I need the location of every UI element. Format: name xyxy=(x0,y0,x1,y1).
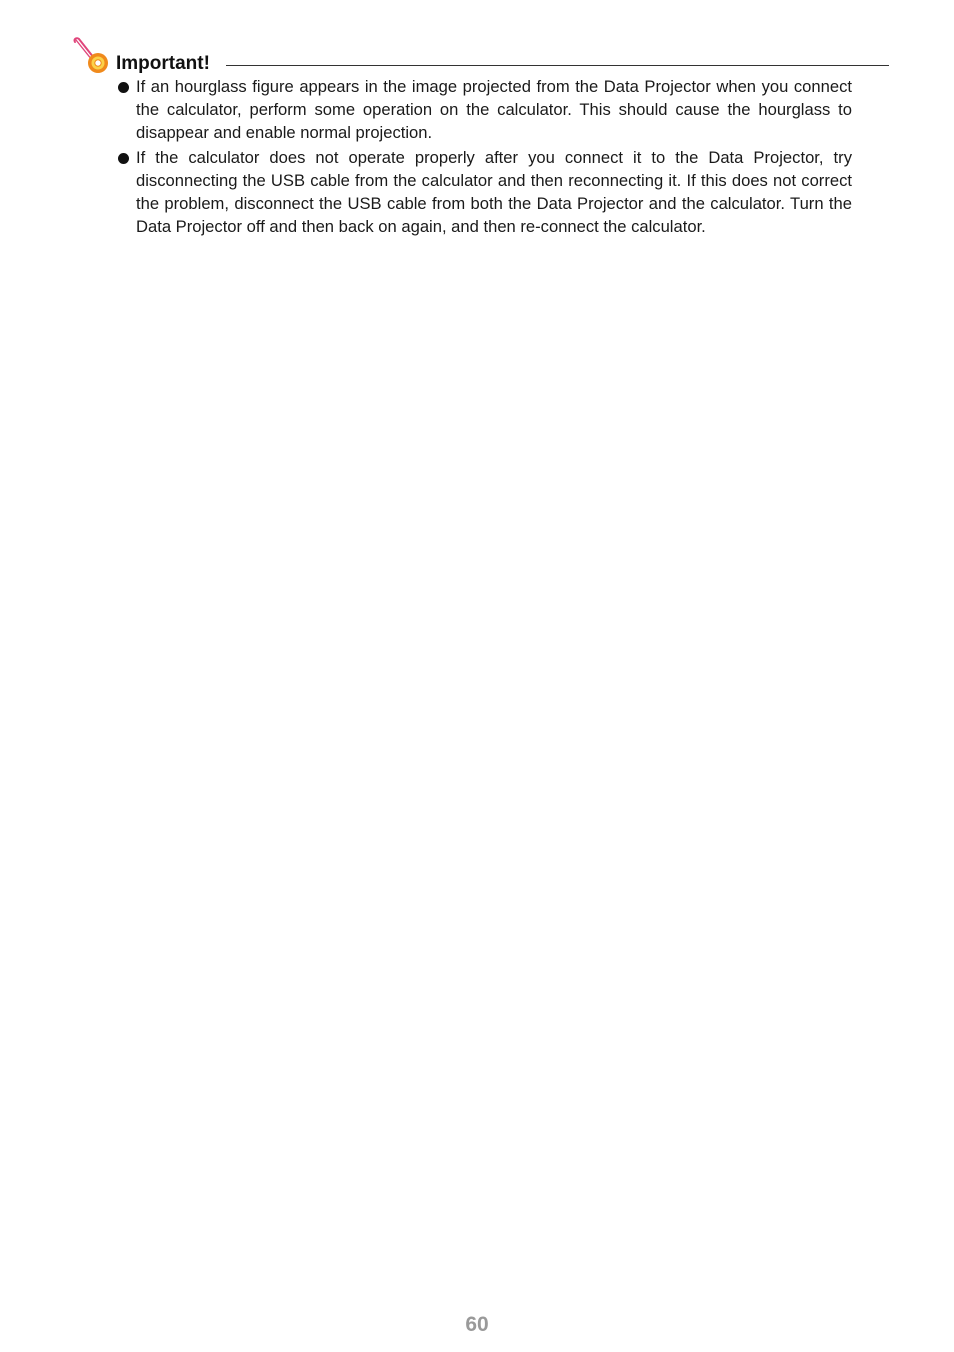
note-text: If the calculator does not operate properly after you connect it to the Data Projector, try disconnecting the USB cable from the calculator and then reconnecting it. If this does not correct the problem, disconnect the USB cable from both the Data Projector and the calculator. Turn the Data Projector off and then back on again, and then re-connect the calculator. xyxy=(136,148,852,236)
page-number: 60 xyxy=(465,1313,489,1336)
bullet-icon xyxy=(118,153,129,164)
bullet-icon xyxy=(118,82,129,93)
important-title: Important! xyxy=(116,53,210,74)
list-item xyxy=(118,147,852,238)
note-text: If an hourglass figure appears in the image projected from the Data Projector when you connect the calculator, perform some operation on the calculator. This should cause the hourglass to disappear and enable normal projection. xyxy=(136,77,852,142)
header-divider xyxy=(226,65,889,66)
list-item xyxy=(118,76,852,144)
important-header xyxy=(72,36,890,76)
important-notes-list xyxy=(118,76,852,242)
pushpin-icon xyxy=(72,36,112,76)
